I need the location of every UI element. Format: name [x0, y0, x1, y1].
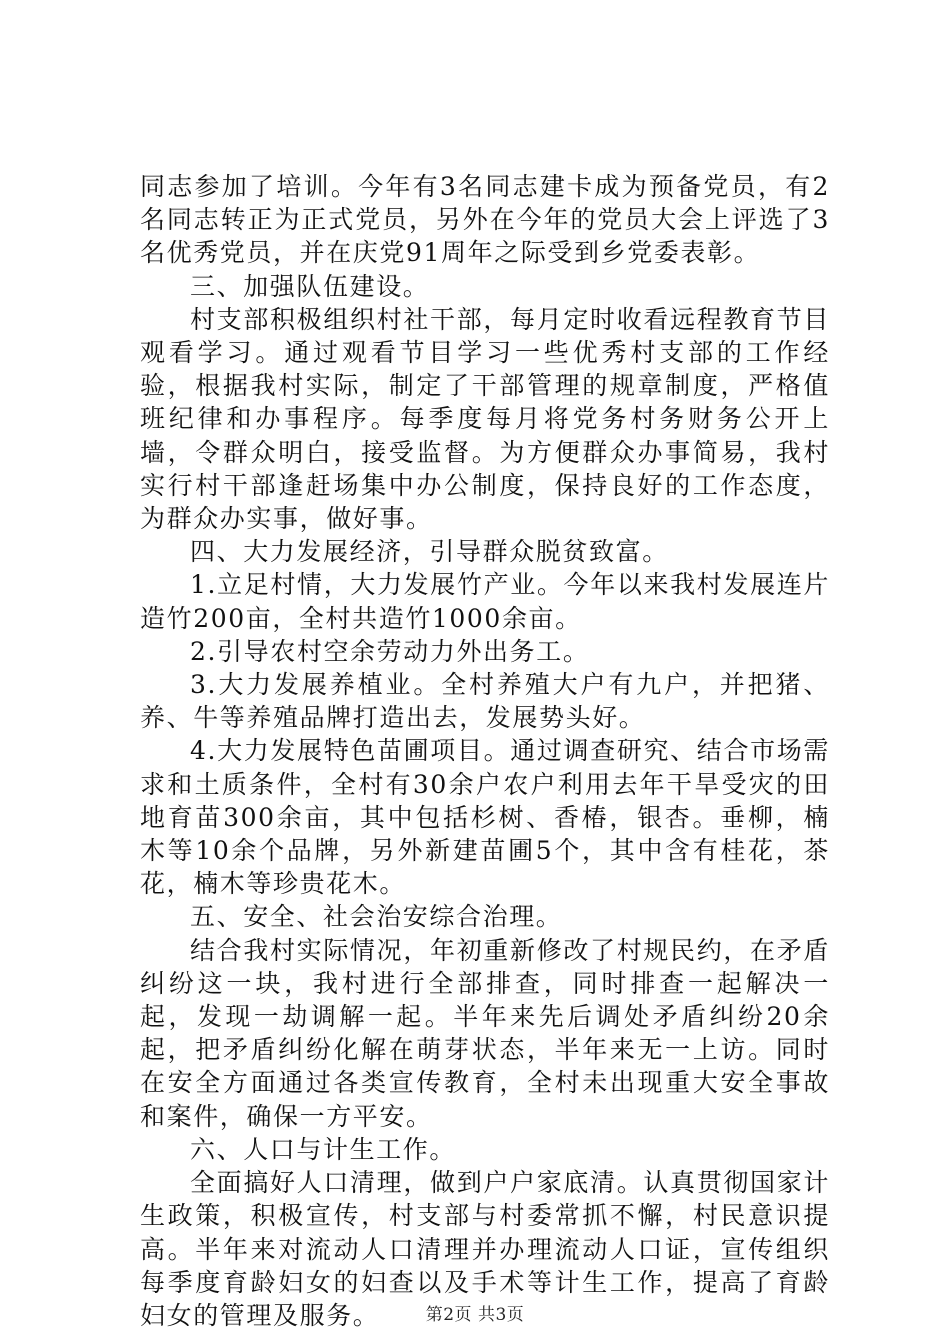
section-heading-economy: 四、大力发展经济，引导群众脱贫致富。 — [190, 537, 669, 567]
list-item-labor: 2.引导农村空余劳动力外出务工。 — [190, 636, 590, 666]
paragraph-population: 全面搞好人口清理，做到户户家底清。认真贯彻国家计生政策，积极宣传，村支部与村委常抓不懈，村民意识提高。半年来对流动人口清理并办理流动人口证，宣传组织每季度育龄妇女的妇查以及手术等计生工作，提高了育龄妇女的管理及服务。 — [140, 1168, 830, 1330]
paragraph-team-building: 村支部积极组织村社干部，每月定时收看远程教育节目观看学习。通过观看节目学习一些优秀村支部的工作经验，根据我村实际，制定了干部管理的规章制度，严格值班纪律和办事程序。每季度每月将党务村务财务公开上墙，令群众明白，接受监督。为方便群众办事简易，我村实行村干部逢赶场集中办公制度，保持良好的工作态度，为群众办实事，做好事。 — [140, 304, 830, 534]
paragraph-security: 结合我村实际情况，年初重新修改了村规民约，在矛盾纠纷这一块，我村进行全部排查，同时排查一起解决一起，发现一劫调解一起。半年来先后调处矛盾纠纷20余起，把矛盾纠纷化解在萌芽状态，半年来无一上访。同时在安全方面通过各类宣传教育，全村未出现重大安全事故和案件，确保一方平安。 — [140, 935, 830, 1131]
document-body — [140, 170, 830, 1332]
list-item-bamboo: 1.立足村情，大力发展竹产业。今年以来我村发展连片造竹200亩，全村共造竹1000余亩。 — [140, 570, 830, 633]
paragraph-continuation: 同志参加了培训。今年有3名同志建卡成为预备党员，有2名同志转正为正式党员，另外在今年的党员大会上评选了3名优秀党员，并在庆党91周年之际受到乡党委表彰。 — [140, 172, 830, 268]
section-heading-security: 五、安全、社会治安综合治理。 — [190, 902, 563, 932]
section-heading-team-building: 三、加强队伍建设。 — [190, 271, 430, 301]
list-item-breeding: 3.大力发展养植业。全村养殖大户有九户，并把猪、养、牛等养殖品牌打造出去，发展势头好。 — [140, 670, 830, 733]
page-number-footer: 第2页 共3页 — [425, 1305, 525, 1325]
section-heading-population: 六、人口与计生工作。 — [190, 1134, 457, 1164]
list-item-nursery: 4.大力发展特色苗圃项目。通过调查研究、结合市场需求和土质条件，全村有30余户农户利用去年干旱受灾的田地育苗300余亩，其中包括杉树、香椿，银杏。垂柳，楠木等10余个品牌，另外新建苗圃5个，其中含有桂花，茶花，楠木等珍贵花木。 — [140, 736, 830, 899]
